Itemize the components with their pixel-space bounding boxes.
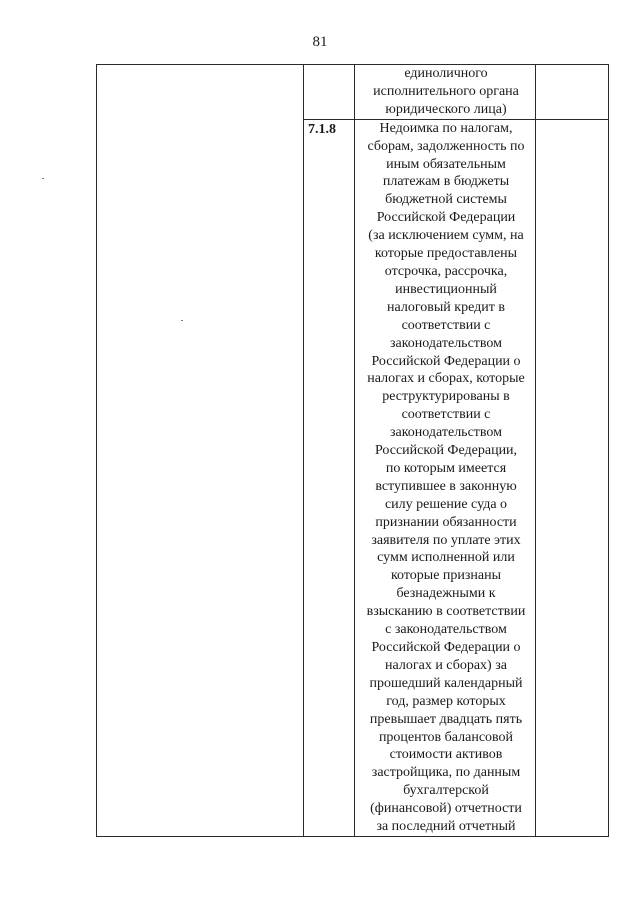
item-number: 7.1.8 [308,121,336,137]
scan-speck [181,320,183,321]
description-text-continued: единоличного исполнительного органа юридического лица) [373,66,519,117]
table-cell-value [536,65,609,120]
scan-speck [42,178,44,179]
page-number: 81 [312,34,328,50]
table-cell-description [355,65,536,120]
table-cell-number [304,119,355,836]
document-table [96,64,609,837]
table-row [97,65,609,120]
table-cell-description [355,119,536,836]
table-cell-value [536,119,609,836]
description-text: Недоимка по налогам, сборам, задолженность по иным обязательным платежам в бюджеты бюджетной системы Российской Федерации (за исключением сумм, на которые предоставлены отсрочка, рассрочка, инвестиционный налоговый кредит в соответствии с законодательством Российской Федерации о налогах и сборах, которые реструктурированы в соответствии с законодательством Российской Федерации, по которым имеется вступившее в законную силу решение суда о признании обязанности заявителя по уплате этих сумм исполненной или которые признаны безнадежными к взысканию в соответствии с законодательством Российской Федерации о налогах и сборах) за прошедший календарный год, размер которых превышает двадцать пять процентов балансовой стоимости активов застройщика, по данным бухгалтерской (финансовой) отчетности за последний отчетный [366,120,526,835]
table-cell-number [304,65,355,120]
table-cell-left [97,65,304,837]
